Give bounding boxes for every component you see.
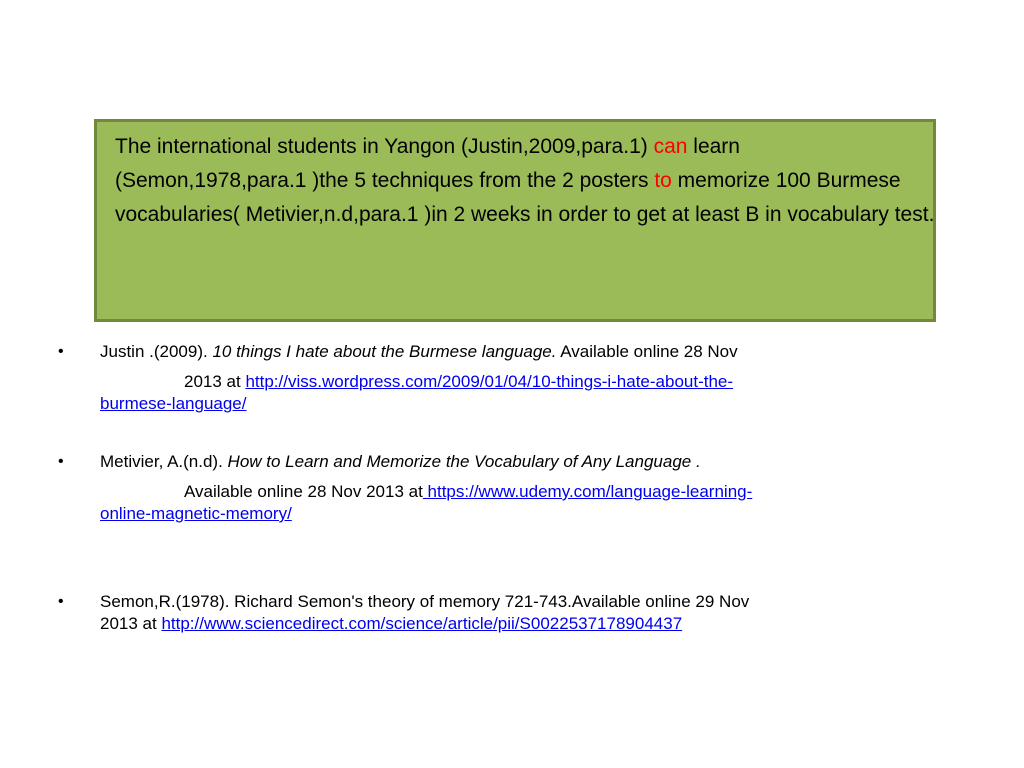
bullet-icon: • <box>58 453 64 470</box>
reference-item <box>58 450 958 524</box>
summary-box <box>94 119 936 322</box>
summary-red-can: can <box>653 135 688 158</box>
ref-line2: 2013 at <box>184 372 246 391</box>
ref-title: 10 things I hate about the Burmese language. <box>212 342 557 361</box>
bullet-icon: • <box>58 343 64 360</box>
ref-lead: Semon,R.(1978). Richard Semon's theory of memory 721-743.Available online 29 Nov <box>100 592 750 611</box>
ref-link[interactable]: http://viss.wordpress.com/2009/01/04/10-things-i-hate-about-the- <box>245 372 734 391</box>
ref-link[interactable]: https://www.udemy.com/language-learning- <box>422 482 753 501</box>
ref-line2: 2013 at <box>100 614 162 633</box>
summary-seg-3: memorize 100 Burmese vocabularies( Metivier,n.d,para.1 )in 2 weeks in order to get at least B in vocabulary test. <box>115 169 935 226</box>
ref-link-continued[interactable]: online-magnetic-memory/ <box>100 504 292 523</box>
summary-seg-2: learn (Semon,1978,para.1 )the 5 techniques from the 2 posters <box>115 135 740 192</box>
ref-lead: Justin .(2009). <box>100 342 213 361</box>
ref-link[interactable]: http://www.sciencedirect.com/science/article/pii/S0022537178904437 <box>161 614 683 633</box>
bullet-icon: • <box>58 593 64 610</box>
ref-title: How to Learn and Memorize the Vocabulary of Any Language . <box>227 452 701 471</box>
summary-red-to: to <box>654 169 672 192</box>
reference-item <box>58 590 958 634</box>
summary-seg-1: The international students in Yangon (Justin,2009,para.1) <box>115 135 654 158</box>
ref-lead: Metivier, A.(n.d). <box>100 452 228 471</box>
ref-link-continued[interactable]: burmese-language/ <box>100 394 247 413</box>
reference-item <box>58 340 958 414</box>
ref-line2: Available online 28 Nov 2013 at <box>184 482 423 501</box>
summary-text <box>115 130 935 232</box>
ref-after: Available online 28 Nov <box>556 342 738 361</box>
